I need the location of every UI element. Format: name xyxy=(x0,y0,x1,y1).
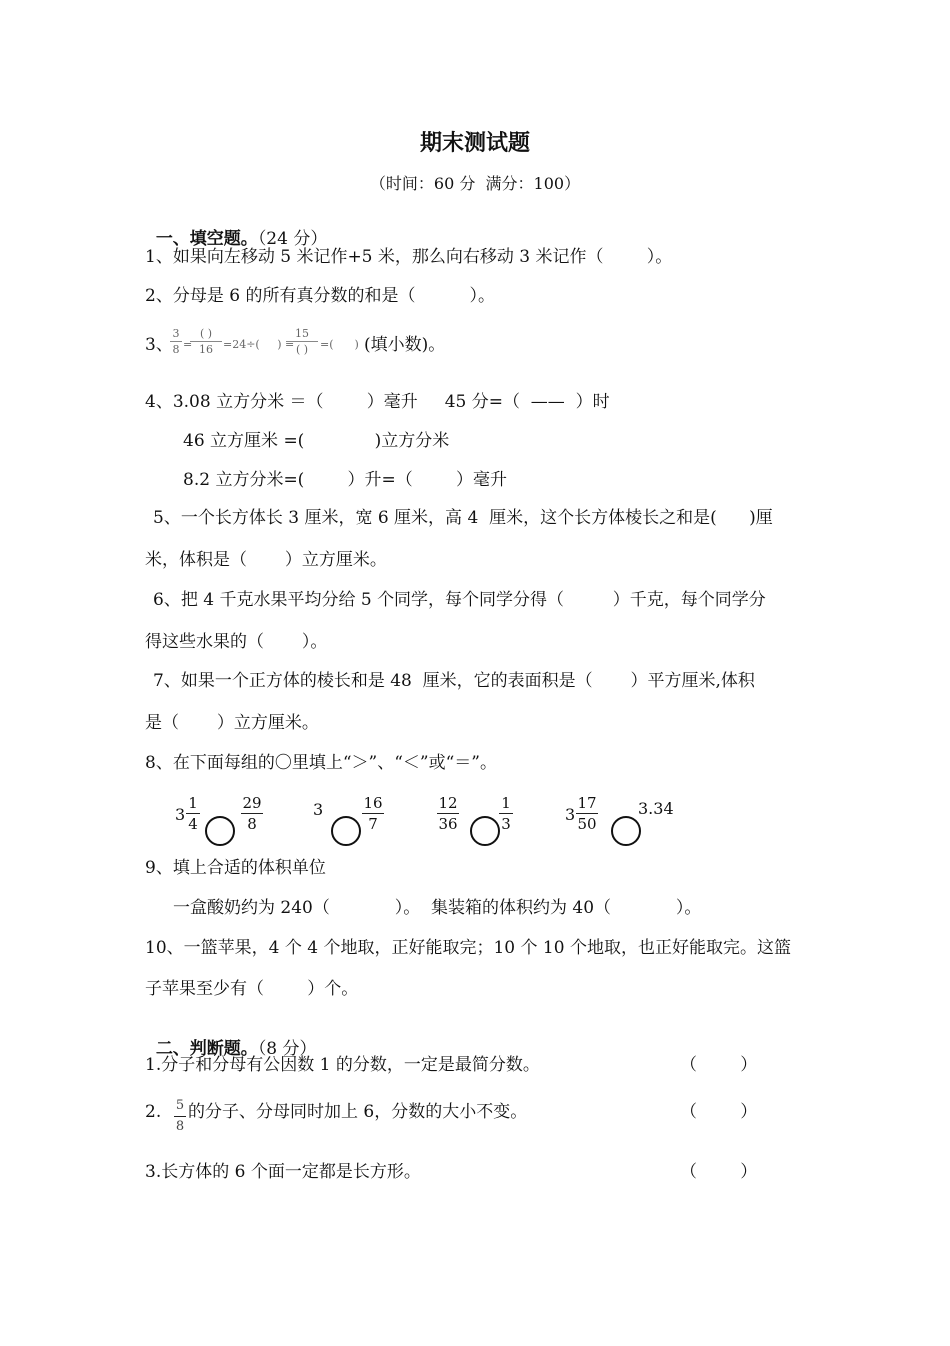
question-4-line-1: 4、3.08 立方分米 ＝（ ）毫升 45 分=（ —— ）时 xyxy=(145,392,610,412)
q8-g4-denominator: 50 xyxy=(577,815,597,833)
page-subtitle: （时间：60 分 满分：100） xyxy=(369,174,581,193)
question-6-line-2: 得这些水果的（ ）。 xyxy=(145,632,328,652)
q8-g3-numerator: 12 xyxy=(438,794,458,812)
page-title: 期末测试题 xyxy=(419,131,530,156)
question-9: 9、填上合适的体积单位 xyxy=(145,858,326,878)
q8-g3-right-numerator: 1 xyxy=(501,794,511,812)
q3-f3-denominator: ( ) xyxy=(295,343,309,356)
question-4-line-2: 46 立方厘米 =( )立方分米 xyxy=(183,431,450,451)
question-7-line-1: 7、如果一个正方体的棱长和是 48 厘米，它的表面积是（ ）平方厘米,体积 xyxy=(153,671,755,691)
judgement-2-prefix: 2. xyxy=(145,1102,162,1122)
q3-f2-denominator: 16 xyxy=(199,343,213,356)
judgement-2: 的分子、分母同时加上 6，分数的大小不变。 xyxy=(188,1102,528,1122)
q8-g2-right-denominator: 7 xyxy=(368,815,378,833)
question-5-line-1: 5、一个长方体长 3 厘米，宽 6 厘米，高 4 厘米，这个长方体棱长之和是( )厘 xyxy=(153,508,773,528)
q3-f3-numerator: 15 xyxy=(295,327,309,340)
q8-g4-right-value: 3.34 xyxy=(638,799,674,818)
question-7-line-2: 是（ ）立方厘米。 xyxy=(145,713,319,733)
q3-middle: =24÷( ) = xyxy=(223,338,295,351)
q3-f1-numerator: 3 xyxy=(172,327,180,340)
section-1-score: （24 分） xyxy=(257,229,328,249)
section-1-header xyxy=(145,206,327,250)
judgement-2-numerator: 5 xyxy=(175,1098,185,1113)
q8-g1-right-denominator: 8 xyxy=(247,815,257,833)
judgement-1-answer[interactable]: （ ） xyxy=(680,1055,758,1075)
q3-f2-numerator: ( ) xyxy=(199,327,213,340)
compare-circle-3[interactable] xyxy=(470,816,500,846)
q8-g2-right-numerator: 16 xyxy=(363,794,383,812)
q8-g3-left-fraction xyxy=(437,794,459,833)
q3-f1-denominator: 8 xyxy=(172,343,180,356)
q8-g3-right-fraction xyxy=(499,794,513,833)
section-2-score: （8 分） xyxy=(257,1039,317,1059)
q8-g3-denominator: 36 xyxy=(438,815,458,833)
judgement-2-fraction xyxy=(174,1097,186,1136)
question-10-line-2: 子苹果至少有（ ）个。 xyxy=(145,979,359,999)
question-4-line-3: 8.2 立方分米=( ）升=（ ）毫升 xyxy=(183,470,508,490)
question-1: 1、如果向左移动 5 米记作+5 米，那么向右移动 3 米记作（ ）。 xyxy=(145,247,673,267)
q8-g2-right-fraction xyxy=(362,794,384,833)
q8-g1-whole: 3 xyxy=(175,805,186,824)
q8-g4-numerator: 17 xyxy=(577,794,597,812)
q3-equals-1: = xyxy=(183,338,193,351)
judgement-3: 3.长方体的 6 个面一定都是长方形。 xyxy=(145,1162,421,1182)
section-1-heading: 一、填空题。 xyxy=(155,229,258,249)
q3-fraction-1 xyxy=(170,327,182,356)
q8-g1-right-numerator: 29 xyxy=(242,794,262,812)
q8-g1-denominator: 4 xyxy=(188,815,198,833)
q8-g1-numerator: 1 xyxy=(188,794,198,812)
question-2: 2、分母是 6 的所有真分数的和是（ ）。 xyxy=(145,286,495,306)
judgement-2-answer[interactable]: （ ） xyxy=(680,1102,758,1122)
compare-circle-1[interactable] xyxy=(205,816,235,846)
compare-circle-4[interactable] xyxy=(611,816,641,846)
compare-circle-2[interactable] xyxy=(331,816,361,846)
q8-g3-right-denominator: 3 xyxy=(501,815,511,833)
q8-g1-left-fraction xyxy=(186,794,200,833)
judgement-2-denominator: 8 xyxy=(175,1119,185,1134)
question-6-line-1: 6、把 4 千克水果平均分给 5 个同学，每个同学分得（ ）千克，每个同学分 xyxy=(153,590,766,610)
q3-fraction-3 xyxy=(286,327,318,356)
q3-fraction-2 xyxy=(190,327,222,356)
q3-suffix: (填小数)。 xyxy=(364,335,446,355)
section-2-heading: 二、判断题。 xyxy=(155,1039,258,1059)
q3-end: =( ) xyxy=(320,338,359,351)
judgement-1: 1.分子和分母有公因数 1 的分数，一定是最简分数。 xyxy=(145,1055,540,1075)
question-10-line-1: 10、一篮苹果，4 个 4 个地取，正好能取完；10 个 10 个地取，也正好能取完。这篮 xyxy=(145,938,791,958)
question-5-line-2: 米，体积是（ ）立方厘米。 xyxy=(145,550,387,570)
q8-g2-whole: 3 xyxy=(313,800,324,819)
q8-g4-left-fraction xyxy=(576,794,598,833)
question-9-line-2: 一盒酸奶约为 240（ ）。 集装箱的体积约为 40（ ）。 xyxy=(173,898,702,918)
q8-g1-right-fraction xyxy=(241,794,263,833)
q8-g4-whole: 3 xyxy=(565,805,576,824)
judgement-3-answer[interactable]: （ ） xyxy=(680,1162,758,1182)
question-8: 8、在下面每组的〇里填上“＞”、“＜”或“＝”。 xyxy=(145,753,497,773)
question-3-prefix: 3、 xyxy=(145,335,173,355)
